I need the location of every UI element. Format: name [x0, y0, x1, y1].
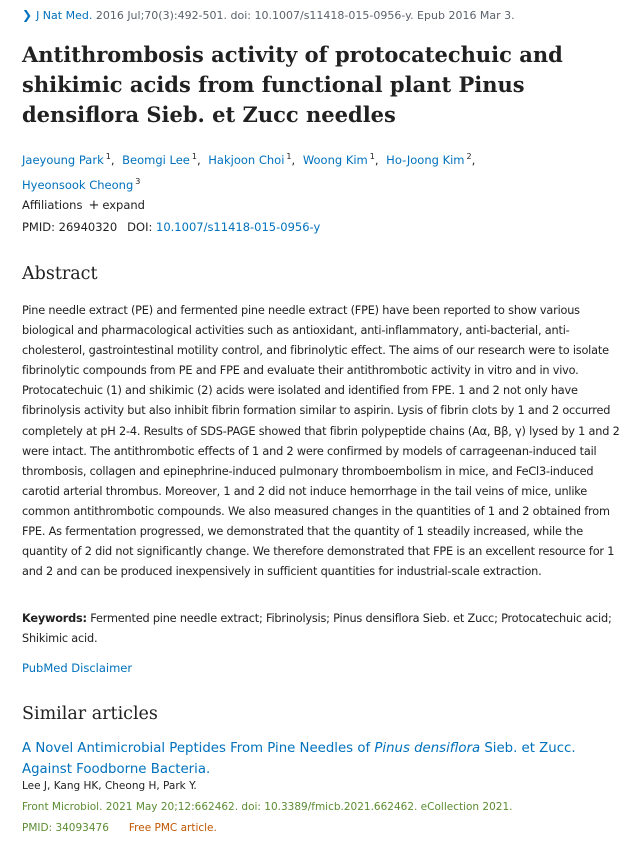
affiliation-number[interactable]: 1: [105, 152, 111, 161]
plus-icon: +: [88, 198, 100, 213]
similar-article-pmid-row: [22, 822, 217, 834]
doi-label: DOI:: [127, 220, 153, 234]
similar-article-title-link[interactable]: A Novel Antimicrobial Peptides From Pine Needles of Pinus densiflora Sieb. et Zucc. Against Foodborne Bacteria.: [22, 741, 576, 777]
author-link[interactable]: Hyeonsook Cheong: [22, 178, 134, 192]
keywords-text: Fermented pine needle extract; Fibrinolysis; Pinus densiflora Sieb. et Zucc; Protocatechuic acid; Shikimic acid.: [22, 612, 612, 645]
abstract-text: Pine needle extract (PE) and fermented pine needle extract (FPE) have been reported to show various biological and pharmacological activities such as antioxidant, anti-inflammatory, anti-bacterial, anti-cholesterol, gastrointestinal motility control, and fibrinolytic effect. The aims of our research were to isolate fibrinolytic compounds from PE and FPE and evaluate their antithrombotic activity in vitro and in vivo. Protocatechuic (1) and shikimic (2) acids were isolated and identified from FPE. 1 and 2 not only have fibrinolysis activity but also inhibit fibrin formation similar to aspirin. Lysis of fibrin clots by 1 and 2 occurred completely at pH 2-4. Results of SDS-PAGE showed that fibrin polypeptide chains (Aα, Bβ, γ) lysed by 1 and 2 were intact. The antithrombotic effects of 1 and 2 were confirmed by models of carrageenan-induced tail thrombosis, collagen and epinephrine-induced pulmonary thromboembolism in mice, and FeCl3-induced carotid arterial thrombus. Moreover, 1 and 2 did not induce hemorrhage in the tail veins of mice, unlike common antithrombotic compounds. We also measured changes in the quantities of 1 and 2 obtained from FPE. As fermentation progressed, we demonstrated that the quantity of 1 steadily increased, while the quantity of 2 did not significantly change. We therefore demonstrated that FPE is an excellent resource for 1 and 2 and can be produced inexpensively in sufficient quantities for industrial-scale extraction.: [22, 304, 620, 579]
affiliation-number[interactable]: 1: [286, 152, 292, 161]
affiliation-number[interactable]: 2: [466, 152, 472, 161]
identifiers: [22, 220, 320, 234]
author-link[interactable]: Jaeyoung Park: [22, 153, 104, 167]
abstract-heading: Abstract: [22, 264, 98, 284]
similar-article-authors: Lee J, Kang HK, Cheong H, Park Y.: [22, 780, 197, 792]
similar-article-pmid: PMID: 34093476: [22, 822, 109, 834]
citation-line: [22, 8, 515, 22]
keywords-label: Keywords:: [22, 612, 87, 625]
journal-link[interactable]: J Nat Med.: [36, 9, 93, 22]
pubmed-disclaimer-link[interactable]: PubMed Disclaimer: [22, 661, 133, 675]
doi-link[interactable]: 10.1007/s11418-015-0956-y: [156, 220, 321, 234]
chevron-right-icon[interactable]: ❯: [22, 8, 33, 22]
author-link[interactable]: Hakjoon Choi: [208, 153, 285, 167]
article-title: Antithrombosis activity of protocatechuic and shikimic acids from functional plant Pinus densiflora Sieb. et Zucc needles: [22, 42, 563, 127]
similar-article-citation: Front Microbiol. 2021 May 20;12:662462. doi: 10.3389/fmicb.2021.662462. eCollection 2021.: [22, 801, 513, 813]
citation-details: 2016 Jul;70(3):492-501. doi: 10.1007/s11418-015-0956-y. Epub 2016 Mar 3.: [92, 9, 515, 22]
free-pmc-badge: Free PMC article.: [128, 822, 217, 834]
affiliations-label: Affiliations: [22, 198, 83, 212]
expand-label: expand: [102, 198, 145, 212]
keywords: [22, 609, 622, 649]
author-link[interactable]: Ho-Joong Kim: [386, 153, 465, 167]
affiliations-toggle[interactable]: [22, 198, 145, 213]
author-link[interactable]: Beomgi Lee: [122, 153, 190, 167]
author-list: Jaeyoung Park $^1$, Beomgi Lee $^1$, Hakjoon Choi $^1$, Woong Kim $^1$, Ho-Joong Kim $^2$, Hyeonsook Cheong $^3$: [22, 152, 476, 192]
affiliation-number[interactable]: 1: [369, 152, 375, 161]
affiliation-number[interactable]: 3: [135, 177, 141, 186]
pmid: PMID: 26940320: [22, 220, 118, 234]
similar-articles-heading: Similar articles: [22, 704, 158, 724]
author-link[interactable]: Woong Kim: [302, 153, 368, 167]
affiliation-number[interactable]: 1: [191, 152, 197, 161]
